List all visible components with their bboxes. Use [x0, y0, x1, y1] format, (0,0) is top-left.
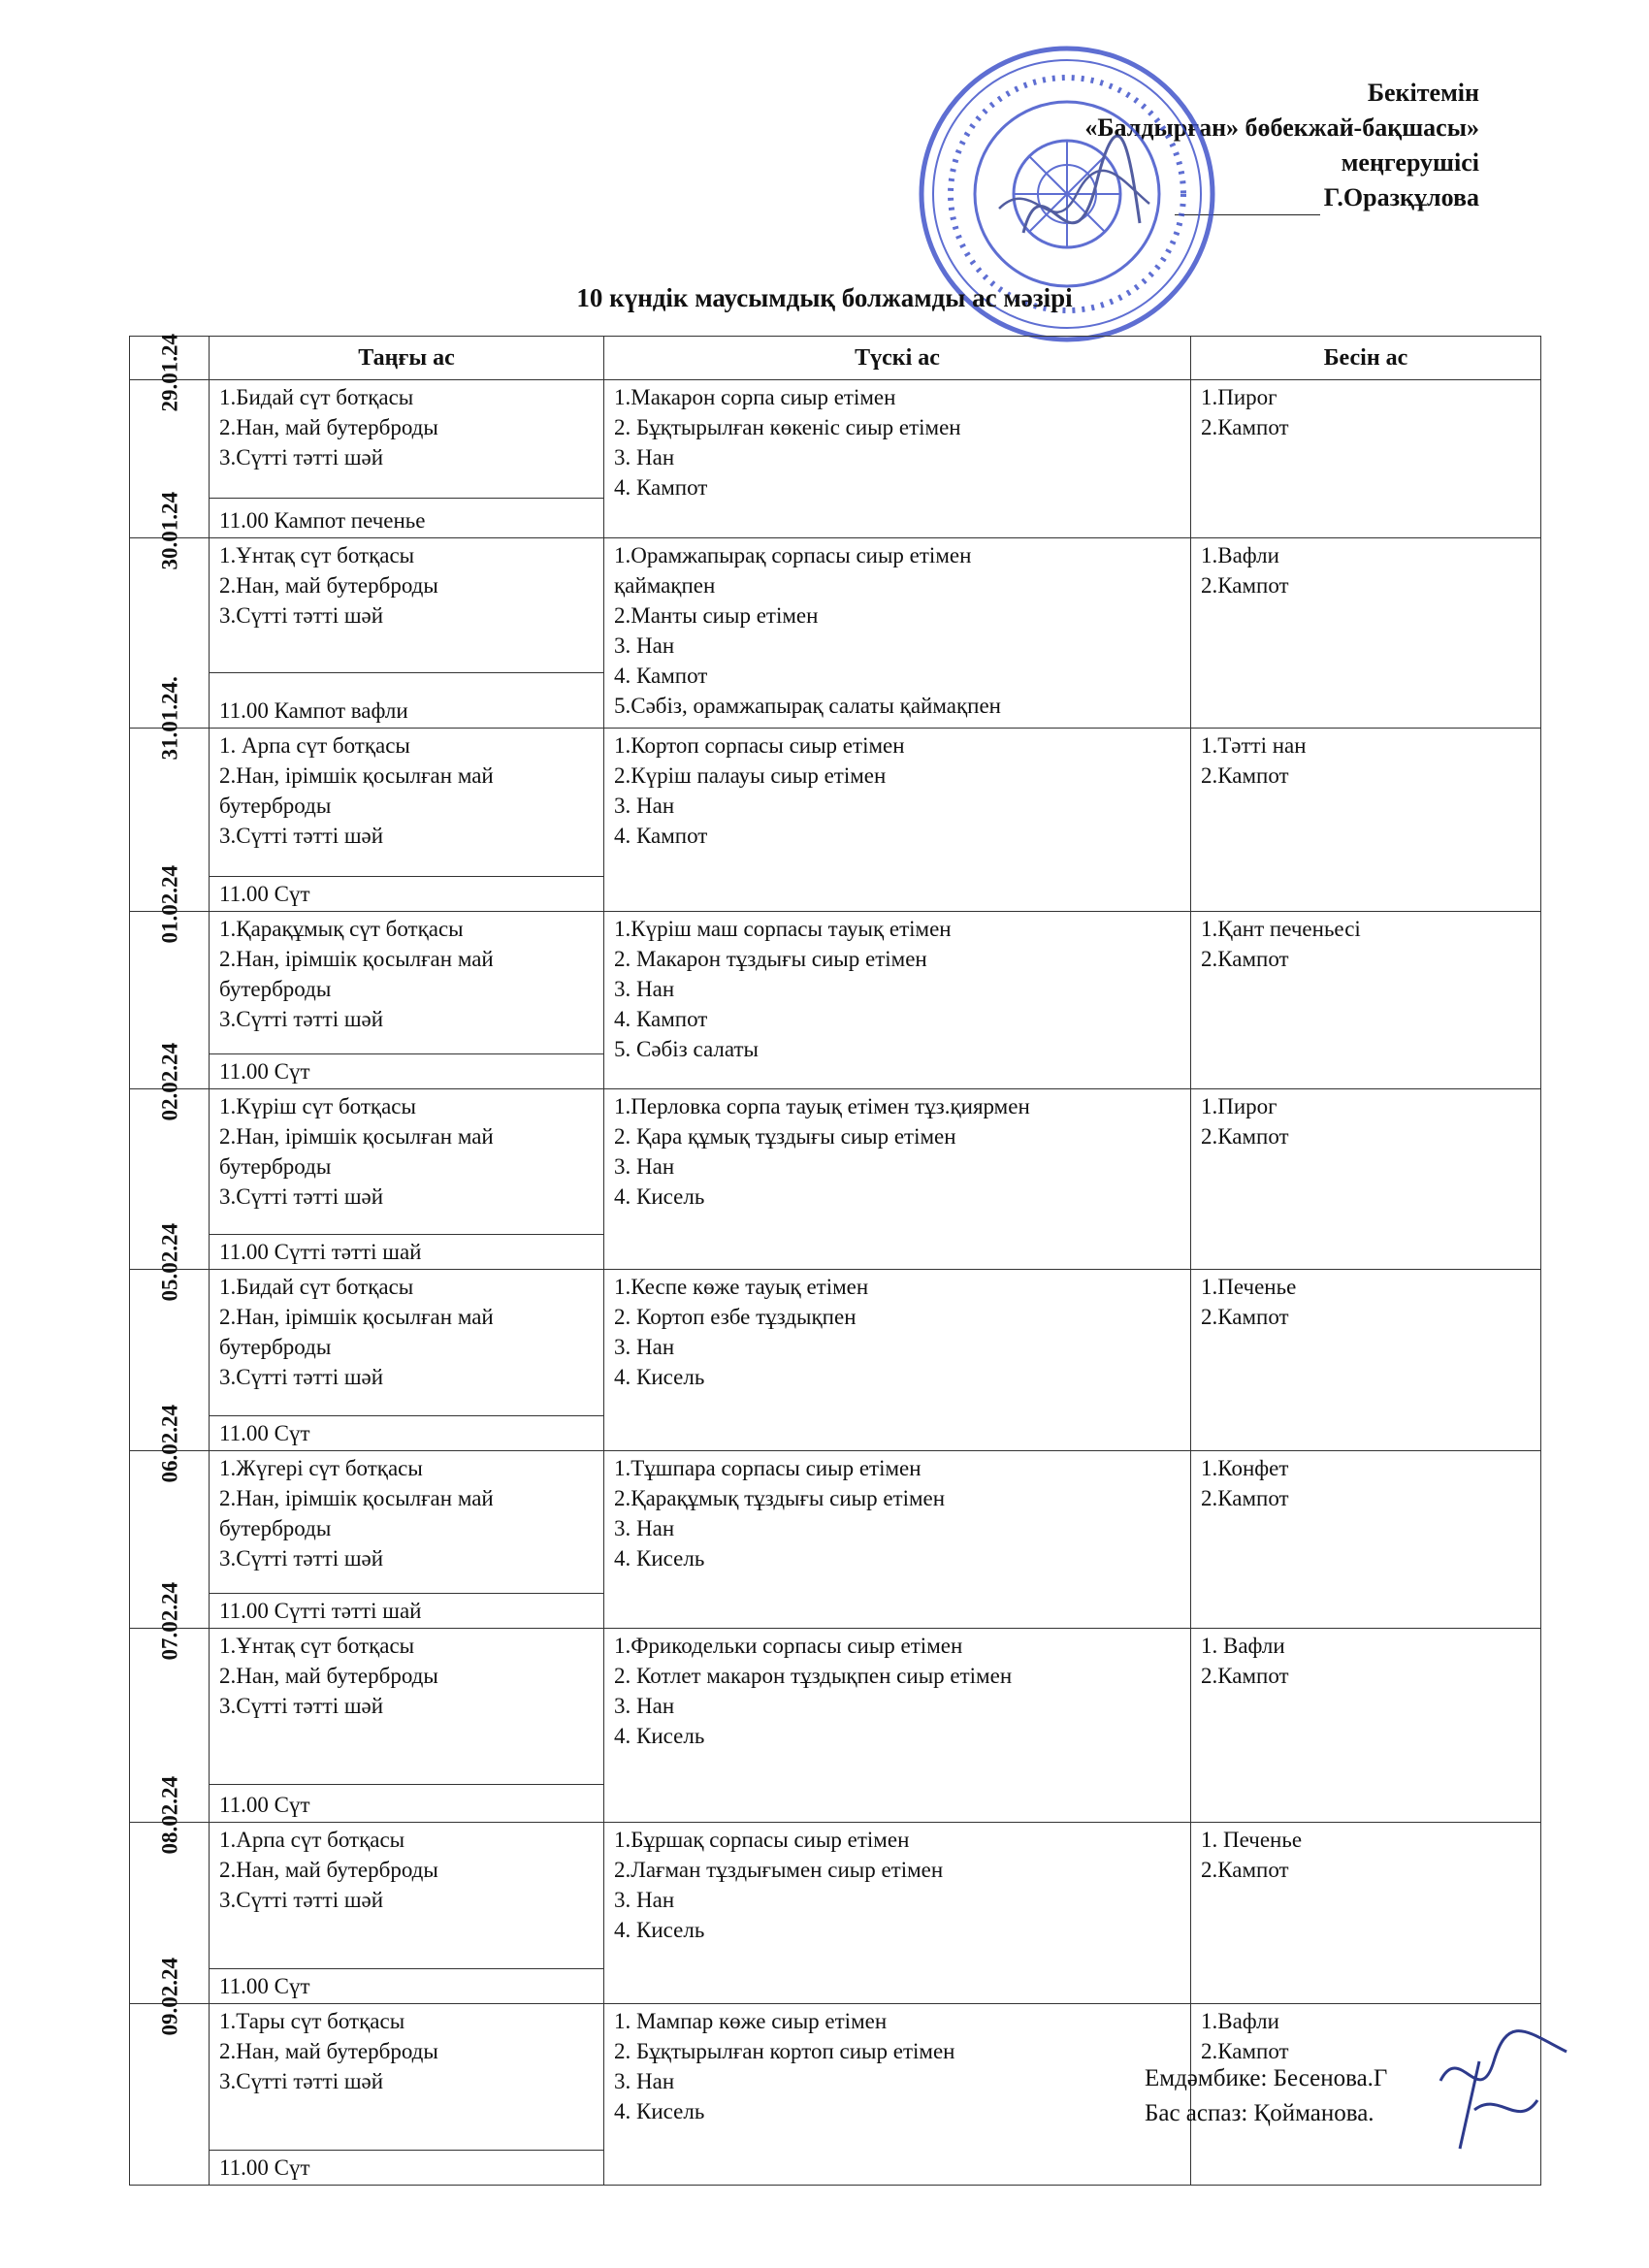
snack-cell: 11.00 Сүт — [210, 1969, 604, 2004]
menu-item: 4. Кисель — [614, 1546, 705, 1571]
menu-item: 3.Сүтті тәтті шәй — [219, 2069, 384, 2093]
snack-cell: 11.00 Сүт — [210, 1054, 604, 1089]
breakfast-cell — [210, 1451, 604, 1594]
afternoon-cell — [1191, 729, 1541, 912]
table-row — [130, 1823, 1541, 1969]
organization-name: «Балдырған» бөбекжай-бақшасы» — [1084, 113, 1479, 142]
menu-item: бутерброды — [219, 977, 332, 1001]
lunch-cell — [604, 1270, 1191, 1451]
table-row — [130, 1629, 1541, 1785]
menu-item: 3.Сүтті тәтті шәй — [219, 1694, 384, 1718]
menu-item: 1. Арпа сүт ботқасы — [219, 733, 410, 758]
menu-item: 2.Нан, май бутерброды — [219, 2039, 438, 2063]
day-date: 02.02.24 — [157, 1043, 181, 1121]
table-row — [130, 1089, 1541, 1235]
menu-item: 2.Нан, ірімшік қосылған май — [219, 763, 494, 788]
day-date: 06.02.24 — [157, 1405, 181, 1483]
menu-item: 1.Күріш маш сорпасы тауық етімен — [614, 917, 952, 941]
menu-item: 1.Макарон сорпа сиыр етімен — [614, 385, 896, 409]
menu-item: 1.Тұшпара сорпасы сиыр етімен — [614, 1456, 922, 1480]
menu-item: 4. Кисель — [614, 1724, 705, 1748]
table-row — [130, 1451, 1541, 1594]
menu-item: 1.Орамжапырақ сорпасы сиыр етімен — [614, 543, 972, 567]
menu-item: 2. Макарон тұздығы сиыр етімен — [614, 947, 927, 971]
snack-cell: 11.00 Кампот печенье — [210, 499, 604, 538]
menu-item: 3. Нан — [614, 977, 675, 1001]
menu-item: 3.Сүтті тәтті шәй — [219, 1546, 384, 1571]
day-date: 09.02.24 — [157, 1958, 181, 2036]
menu-item: 2.Кампот — [1201, 1486, 1289, 1510]
menu-item: 4. Кампот — [614, 475, 708, 500]
afternoon-cell — [1191, 1089, 1541, 1270]
menu-item: 1.Арпа сүт ботқасы — [219, 1828, 405, 1852]
menu-item: қаймақпен — [614, 573, 716, 598]
menu-item: 2.Кампот — [1201, 2039, 1289, 2063]
menu-item: 2.Нан, май бутерброды — [219, 1664, 438, 1688]
breakfast-cell — [210, 380, 604, 499]
handwritten-signature — [1421, 2023, 1576, 2158]
menu-item: бутерброды — [219, 1154, 332, 1179]
menu-item: 2.Кампот — [1201, 763, 1289, 788]
menu-item: 2.Нан, ірімшік қосылған май — [219, 947, 494, 971]
menu-item: 2.Кампот — [1201, 1664, 1289, 1688]
table-row — [130, 1270, 1541, 1416]
day-date: 29.01.24 — [157, 334, 181, 412]
menu-item: 1.Қарақұмық сүт ботқасы — [219, 917, 464, 941]
menu-item: 2.Нан, май бутерброды — [219, 415, 438, 439]
header-lunch: Түскі ас — [604, 337, 1191, 380]
snack-cell: 11.00 Сүт — [210, 877, 604, 912]
menu-item: 2.Күріш палауы сиыр етімен — [614, 763, 887, 788]
nurse-signature: Емдәмбике: Бесенова.Г — [1145, 2065, 1388, 2091]
breakfast-cell — [210, 1629, 604, 1785]
menu-item: 1.Фрикодельки сорпасы сиыр етімен — [614, 1634, 963, 1658]
menu-item: 3. Нан — [614, 1335, 675, 1359]
afternoon-cell — [1191, 380, 1541, 538]
snack-cell: 11.00 Сүтті тәтті шай — [210, 1235, 604, 1270]
lunch-cell — [604, 1451, 1191, 1629]
lunch-cell — [604, 1629, 1191, 1823]
snack-cell: 11.00 Сүтті тәтті шай — [210, 1594, 604, 1629]
menu-item: 2. Кортоп езбе тұздықпен — [614, 1305, 857, 1329]
menu-item: 3. Нан — [614, 1516, 675, 1540]
lunch-cell — [604, 1823, 1191, 2004]
menu-table — [129, 336, 1541, 2186]
menu-item: 3.Сүтті тәтті шәй — [219, 445, 384, 470]
menu-item: 1.Бидай сүт ботқасы — [219, 1275, 414, 1299]
menu-item: 2.Кампот — [1201, 947, 1289, 971]
menu-item: 1.Күріш сүт ботқасы — [219, 1094, 416, 1118]
snack-cell: 11.00 Сүт — [210, 1785, 604, 1823]
menu-item: 3. Нан — [614, 794, 675, 818]
menu-item: 2. Бұқтырылған кортоп сиыр етімен — [614, 2039, 955, 2063]
menu-item: 1.Кортоп сорпасы сиыр етімен — [614, 733, 905, 758]
menu-item: 3.Сүтті тәтті шәй — [219, 1184, 384, 1209]
menu-item: 2.Кампот — [1201, 573, 1289, 598]
cook-signature: Бас аспаз: Қойманова. — [1145, 2100, 1374, 2126]
breakfast-cell — [210, 912, 604, 1054]
menu-item: 3. Нан — [614, 445, 675, 470]
approver-name: Г.Оразқұлова — [1323, 183, 1479, 211]
afternoon-cell — [1191, 1629, 1541, 1823]
day-date: 08.02.24 — [157, 1776, 181, 1855]
lunch-cell — [604, 538, 1191, 729]
menu-item: 2. Котлет макарон тұздықпен сиыр етімен — [614, 1664, 1013, 1688]
approval-heading: Бекітемін — [1367, 79, 1479, 107]
day-date: 05.02.24 — [157, 1223, 181, 1302]
menu-item: 1.Бұршақ сорпасы сиыр етімен — [614, 1828, 910, 1852]
table-header-row — [130, 337, 1541, 380]
menu-item: 1.Тары сүт ботқасы — [219, 2009, 405, 2033]
menu-item: 4. Кампот — [614, 824, 708, 848]
menu-item: 2.Қарақұмық тұздығы сиыр етімен — [614, 1486, 946, 1510]
breakfast-cell — [210, 729, 604, 877]
menu-item: 2.Нан, ірімшік қосылған май — [219, 1305, 494, 1329]
menu-item: бутерброды — [219, 794, 332, 818]
afternoon-cell — [1191, 1823, 1541, 2004]
menu-item: 1.Қант печеньесі — [1201, 917, 1361, 941]
menu-item: 4. Кисель — [614, 1918, 705, 1942]
menu-item: 4. Кампот — [614, 664, 708, 688]
menu-item: 1.Конфет — [1201, 1456, 1289, 1480]
menu-item: 1.Тәтті нан — [1201, 733, 1307, 758]
lunch-cell — [604, 729, 1191, 912]
menu-item: 2.Нан, май бутерброды — [219, 573, 438, 598]
menu-item: 2.Кампот — [1201, 1124, 1289, 1149]
menu-item: 4. Кампот — [614, 1007, 708, 1031]
menu-item: 1. Мампар көже сиыр етімен — [614, 2009, 888, 2033]
header-breakfast: Таңғы ас — [210, 337, 604, 380]
menu-item: 1.Печенье — [1201, 1275, 1297, 1299]
menu-item: 3. Нан — [614, 633, 675, 658]
menu-item: 3. Нан — [614, 1694, 675, 1718]
menu-item: бутерброды — [219, 1335, 332, 1359]
menu-item: 1.Вафли — [1201, 543, 1279, 567]
menu-item: 3. Нан — [614, 1154, 675, 1179]
menu-item: 2.Кампот — [1201, 415, 1289, 439]
menu-item: 1.Кеспе көже тауық етімен — [614, 1275, 869, 1299]
day-date: 01.02.24 — [157, 865, 181, 944]
menu-item: 2.Лағман тұздығымен сиыр етімен — [614, 1858, 944, 1882]
menu-item: 3.Сүтті тәтті шәй — [219, 1007, 384, 1031]
day-date: 31.01.24. — [157, 676, 181, 761]
lunch-cell — [604, 912, 1191, 1089]
menu-item: бутерброды — [219, 1516, 332, 1540]
menu-item: 4. Кисель — [614, 1184, 705, 1209]
date-cell — [130, 1958, 210, 2186]
menu-item: 3.Сүтті тәтті шәй — [219, 603, 384, 628]
lunch-cell — [604, 380, 1191, 538]
table-row — [130, 538, 1541, 673]
menu-item: 1.Пирог — [1201, 1094, 1277, 1118]
menu-item: 2.Манты сиыр етімен — [614, 603, 819, 628]
menu-item: 1.Ұнтақ сүт ботқасы — [219, 1634, 415, 1658]
afternoon-cell — [1191, 538, 1541, 729]
afternoon-cell — [1191, 1270, 1541, 1451]
menu-item: 2.Кампот — [1201, 1305, 1289, 1329]
menu-item: 2. Бұқтырылған көкеніс сиыр етімен — [614, 415, 961, 439]
menu-item: 1.Пирог — [1201, 385, 1277, 409]
afternoon-cell — [1191, 1451, 1541, 1629]
menu-item: 4. Кисель — [614, 2099, 705, 2123]
breakfast-cell — [210, 538, 604, 673]
menu-item: 3.Сүтті тәтті шәй — [219, 824, 384, 848]
menu-item: 2.Нан, май бутерброды — [219, 1858, 438, 1882]
menu-item: 1.Жүгері сүт ботқасы — [219, 1456, 423, 1480]
breakfast-cell — [210, 1823, 604, 1969]
page-title: 10 күндік маусымдық болжамды ас мәзірі — [576, 283, 1073, 312]
menu-item: 1. Вафли — [1201, 1634, 1285, 1658]
menu-item: 1.Ұнтақ сүт ботқасы — [219, 543, 415, 567]
breakfast-cell — [210, 2004, 604, 2151]
menu-item: 2.Нан, ірімшік қосылған май — [219, 1486, 494, 1510]
day-date: 07.02.24 — [157, 1582, 181, 1661]
menu-item: 3. Нан — [614, 1888, 675, 1912]
menu-item: 4. Кисель — [614, 1365, 705, 1389]
menu-item: 1.Бидай сүт ботқасы — [219, 385, 414, 409]
menu-item: 2.Кампот — [1201, 1858, 1289, 1882]
day-date: 30.01.24 — [157, 492, 181, 570]
menu-item: 3.Сүтті тәтті шәй — [219, 1365, 384, 1389]
footer-signatures — [1145, 2061, 1387, 2131]
menu-item: 3. Нан — [614, 2069, 675, 2093]
menu-item: 2.Нан, ірімшік қосылған май — [219, 1124, 494, 1149]
breakfast-cell — [210, 1270, 604, 1416]
lunch-cell — [604, 1089, 1191, 1270]
snack-cell: 11.00 Кампот вафли — [210, 673, 604, 729]
table-row — [130, 912, 1541, 1054]
afternoon-cell — [1191, 912, 1541, 1089]
table-row — [130, 380, 1541, 499]
menu-item: 2. Қара құмық тұздығы сиыр етімен — [614, 1124, 956, 1149]
menu-item: 1.Вафли — [1201, 2009, 1279, 2033]
menu-item: 5. Сәбіз салаты — [614, 1037, 759, 1061]
snack-cell: 11.00 Сүт — [210, 2151, 604, 2186]
menu-item: 1. Печенье — [1201, 1828, 1303, 1852]
breakfast-cell — [210, 1089, 604, 1235]
snack-cell: 11.00 Сүт — [210, 1416, 604, 1451]
menu-item: 5.Сәбіз, орамжапырақ салаты қаймақпен — [614, 694, 1001, 718]
header-afternoon: Бесін ас — [1191, 337, 1541, 380]
menu-item: 3.Сүтті тәтті шәй — [219, 1888, 384, 1912]
approver-role: меңгерушісі — [1341, 148, 1479, 177]
lunch-cell — [604, 2004, 1191, 2186]
table-row — [130, 729, 1541, 877]
menu-item: 1.Перловка сорпа тауық етімен тұз.қиярмен — [614, 1094, 1030, 1118]
